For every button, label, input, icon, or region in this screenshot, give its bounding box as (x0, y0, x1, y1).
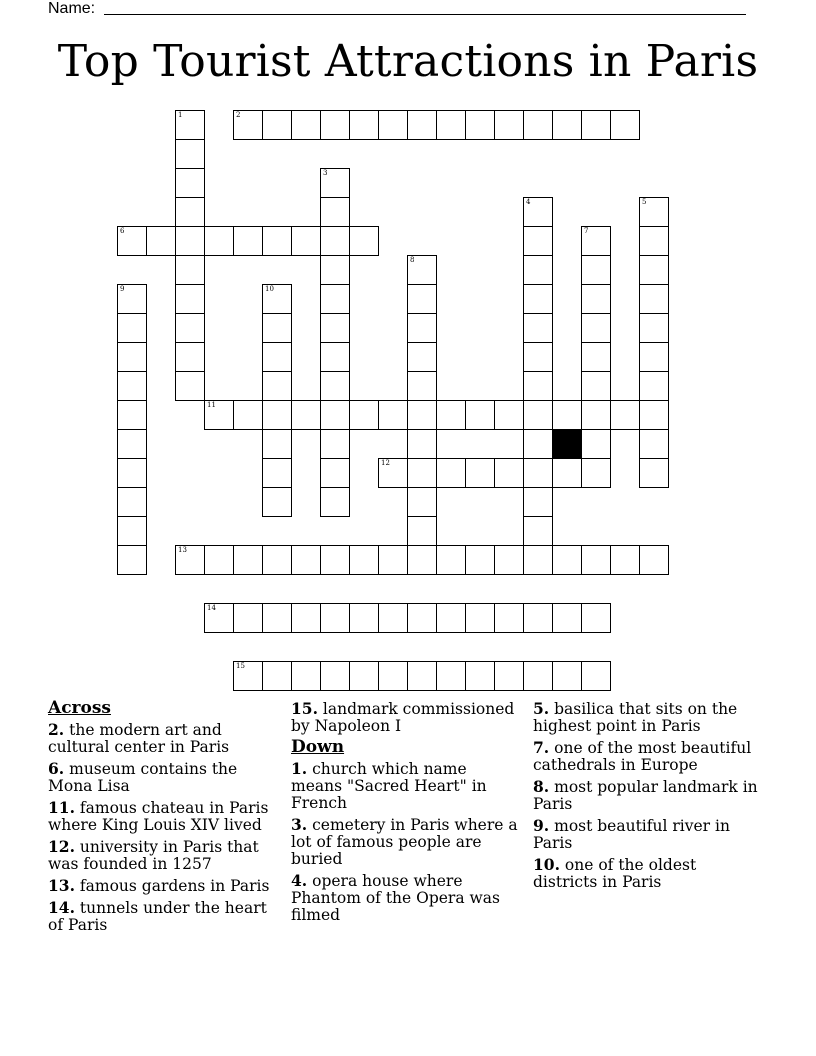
grid-cell[interactable] (320, 110, 350, 140)
grid-cell[interactable] (320, 284, 350, 314)
grid-cell[interactable] (436, 110, 466, 140)
clues-column-2 (291, 700, 521, 928)
grid-cell[interactable] (523, 226, 553, 256)
grid-cell[interactable] (639, 284, 669, 314)
grid-cell[interactable] (262, 342, 292, 372)
grid-cell[interactable] (639, 255, 669, 285)
grid-cell[interactable] (494, 545, 524, 575)
clue-number: 3 (323, 169, 328, 177)
grid-cell[interactable] (639, 429, 669, 459)
grid-cell[interactable] (523, 110, 553, 140)
grid-cell[interactable] (349, 661, 379, 691)
grid-cell[interactable] (552, 661, 582, 691)
grid-cell[interactable] (233, 545, 263, 575)
grid-cell[interactable] (407, 603, 437, 633)
grid-cell[interactable] (581, 226, 611, 256)
grid-cell[interactable] (581, 313, 611, 343)
grid-cell[interactable] (262, 110, 292, 140)
clue-number: 14 (207, 604, 216, 612)
clue-number: 11 (207, 401, 216, 409)
clue-down-1: 1. church which name means "Sacred Heart" in French (291, 759, 487, 812)
grid-cell[interactable] (639, 545, 669, 575)
grid-cell[interactable] (407, 661, 437, 691)
grid-cell[interactable] (465, 110, 495, 140)
grid-cell[interactable] (523, 516, 553, 546)
grid-cell[interactable] (262, 603, 292, 633)
grid-cell[interactable] (494, 603, 524, 633)
grid-cell[interactable] (233, 661, 263, 691)
grid-cell[interactable] (436, 400, 466, 430)
grid-cell[interactable] (407, 429, 437, 459)
grid-cell[interactable] (436, 661, 466, 691)
grid-cell[interactable] (407, 458, 437, 488)
clue-down-8: 8. most popular landmark in Paris (533, 777, 758, 813)
grid-cell[interactable] (204, 545, 234, 575)
grid-cell[interactable] (320, 545, 350, 575)
grid-cell[interactable] (262, 429, 292, 459)
grid-cell[interactable] (523, 400, 553, 430)
grid-cell[interactable] (233, 110, 263, 140)
grid-cell[interactable] (407, 516, 437, 546)
grid-cell[interactable] (581, 400, 611, 430)
grid-cell[interactable] (320, 342, 350, 372)
page-title: Top Tourist Attractions in Paris (57, 36, 759, 87)
clue-number: 13 (178, 546, 187, 554)
grid-cell[interactable] (175, 197, 205, 227)
grid-cell[interactable] (552, 545, 582, 575)
grid-cell[interactable] (407, 284, 437, 314)
clue-number: 4 (526, 198, 531, 206)
grid-cell[interactable] (175, 313, 205, 343)
grid-cell[interactable] (291, 226, 321, 256)
grid-cell[interactable] (523, 429, 553, 459)
grid-cell[interactable] (262, 487, 292, 517)
grid-cell[interactable] (523, 487, 553, 517)
grid-cell[interactable] (204, 400, 234, 430)
grid-cell[interactable] (407, 342, 437, 372)
clue-number: 12 (381, 459, 390, 467)
clue-number: 6 (120, 227, 125, 235)
grid-cell[interactable] (407, 110, 437, 140)
grid-cell[interactable] (639, 197, 669, 227)
grid-cell[interactable] (407, 255, 437, 285)
grid-cell[interactable] (117, 313, 147, 343)
grid-cell[interactable] (610, 110, 640, 140)
grid-cell[interactable] (291, 400, 321, 430)
grid-cell[interactable] (639, 226, 669, 256)
grid-cell[interactable] (291, 110, 321, 140)
grid-cell[interactable] (204, 603, 234, 633)
grid-cell[interactable] (581, 110, 611, 140)
grid-cell[interactable] (378, 110, 408, 140)
clue-across-15: 15. landmark commissioned by Napoleon I (291, 699, 515, 735)
grid-cell[interactable] (436, 545, 466, 575)
grid-cell[interactable] (552, 400, 582, 430)
grid-cell[interactable] (552, 458, 582, 488)
grid-cell[interactable] (175, 168, 205, 198)
grid-cell[interactable] (378, 545, 408, 575)
grid-cell[interactable] (320, 429, 350, 459)
grid-cell[interactable] (320, 661, 350, 691)
grid-cell[interactable] (465, 545, 495, 575)
grid-cell[interactable] (349, 110, 379, 140)
grid-cell[interactable] (349, 400, 379, 430)
grid-cell[interactable] (581, 545, 611, 575)
clue-number: 9 (120, 285, 125, 293)
grid-cell[interactable] (262, 226, 292, 256)
grid-cell[interactable] (465, 400, 495, 430)
clue-number: 15 (236, 662, 245, 670)
clue-across-12: 12. university in Paris that was founded in 1257 (48, 837, 259, 873)
grid-cell[interactable] (291, 603, 321, 633)
grid-cell[interactable] (465, 458, 495, 488)
down-heading: Down (291, 737, 345, 757)
clues-column-3 (533, 700, 763, 895)
grid-cell[interactable] (581, 661, 611, 691)
grid-cell[interactable] (320, 458, 350, 488)
name-label: Name: (48, 0, 96, 17)
grid-cell[interactable] (262, 400, 292, 430)
grid-cell[interactable] (262, 371, 292, 401)
grid-cell[interactable] (117, 458, 147, 488)
grid-cell[interactable] (320, 603, 350, 633)
clue-across-11: 11. famous chateau in Paris where King Louis XIV lived (48, 798, 269, 834)
grid-cell[interactable] (639, 400, 669, 430)
clue-number: 8 (410, 256, 415, 264)
grid-cell[interactable] (436, 458, 466, 488)
grid-cell[interactable] (639, 371, 669, 401)
grid-cell[interactable] (349, 603, 379, 633)
grid-cell[interactable] (581, 371, 611, 401)
grid-cell[interactable] (436, 603, 466, 633)
grid-cell[interactable] (175, 545, 205, 575)
clue-across-13: 13. famous gardens in Paris (48, 876, 270, 895)
grid-cell[interactable] (523, 197, 553, 227)
clue-down-7: 7. one of the most beautiful cathedrals in Europe (533, 738, 752, 774)
grid-cell[interactable] (320, 487, 350, 517)
grid-cell[interactable] (320, 313, 350, 343)
grid-cell[interactable] (175, 342, 205, 372)
grid-cell[interactable] (320, 197, 350, 227)
grid-cell[interactable] (581, 429, 611, 459)
grid-cell[interactable] (407, 313, 437, 343)
grid-cell[interactable] (639, 313, 669, 343)
grid-cell[interactable] (320, 168, 350, 198)
clues-column-1 (48, 700, 278, 938)
grid-cell[interactable] (320, 371, 350, 401)
clue-number: 2 (236, 111, 241, 119)
grid-cell[interactable] (465, 661, 495, 691)
grid-cell[interactable] (320, 400, 350, 430)
grid-cell[interactable] (523, 458, 553, 488)
clue-down-4: 4. opera house where Phantom of the Opera was filmed (291, 871, 500, 924)
clue-across-6: 6. museum contains the Mona Lisa (48, 759, 238, 795)
grid-cell[interactable] (349, 226, 379, 256)
grid-cell[interactable] (204, 226, 234, 256)
grid-cell[interactable] (233, 226, 263, 256)
grid-cell[interactable] (175, 226, 205, 256)
clue-down-5: 5. basilica that sits on the highest point in Paris (533, 699, 738, 735)
clue-down-9: 9. most beautiful river in Paris (533, 816, 730, 852)
grid-cell[interactable] (407, 487, 437, 517)
clue-number: 10 (265, 285, 274, 293)
grid-cell[interactable] (378, 661, 408, 691)
grid-cell[interactable] (117, 342, 147, 372)
grid-cell[interactable] (494, 400, 524, 430)
grid-cell[interactable] (117, 429, 147, 459)
grid-cell[interactable] (407, 545, 437, 575)
grid-cell[interactable] (378, 603, 408, 633)
grid-cell[interactable] (639, 458, 669, 488)
grid-cell[interactable] (175, 110, 205, 140)
grid-cell[interactable] (523, 255, 553, 285)
grid-cell[interactable] (581, 284, 611, 314)
grid-cell[interactable] (262, 458, 292, 488)
grid-cell[interactable] (175, 284, 205, 314)
grid-cell[interactable] (233, 603, 263, 633)
clue-number: 7 (584, 227, 589, 235)
black-cell (552, 429, 582, 459)
grid-cell[interactable] (175, 139, 205, 169)
grid-cell[interactable] (175, 255, 205, 285)
grid-cell[interactable] (581, 603, 611, 633)
grid-cell[interactable] (291, 661, 321, 691)
grid-cell[interactable] (233, 400, 263, 430)
grid-cell[interactable] (262, 545, 292, 575)
grid-cell[interactable] (117, 516, 147, 546)
grid-cell[interactable] (262, 284, 292, 314)
grid-cell[interactable] (494, 661, 524, 691)
grid-cell[interactable] (117, 487, 147, 517)
clue-across-14: 14. tunnels under the heart of Paris (48, 898, 267, 934)
grid-cell[interactable] (146, 226, 176, 256)
grid-cell[interactable] (407, 400, 437, 430)
grid-cell[interactable] (552, 603, 582, 633)
grid-cell[interactable] (581, 342, 611, 372)
grid-cell[interactable] (523, 342, 553, 372)
grid-cell[interactable] (610, 545, 640, 575)
grid-cell[interactable] (523, 313, 553, 343)
grid-cell[interactable] (117, 400, 147, 430)
grid-cell[interactable] (262, 661, 292, 691)
grid-cell[interactable] (581, 255, 611, 285)
grid-cell[interactable] (465, 603, 495, 633)
grid-cell[interactable] (639, 342, 669, 372)
grid-cell[interactable] (320, 255, 350, 285)
grid-cell[interactable] (117, 284, 147, 314)
grid-cell[interactable] (581, 458, 611, 488)
grid-cell[interactable] (523, 545, 553, 575)
grid-cell[interactable] (117, 371, 147, 401)
clue-down-10: 10. one of the oldest districts in Paris (533, 855, 697, 891)
grid-cell[interactable] (523, 661, 553, 691)
grid-cell[interactable] (378, 458, 408, 488)
grid-cell[interactable] (494, 458, 524, 488)
grid-cell[interactable] (523, 284, 553, 314)
grid-cell[interactable] (494, 110, 524, 140)
clue-across-2: 2. the modern art and cultural center in Paris (48, 720, 230, 756)
grid-cell[interactable] (407, 371, 437, 401)
grid-cell[interactable] (378, 400, 408, 430)
grid-cell[interactable] (175, 371, 205, 401)
grid-cell[interactable] (523, 371, 553, 401)
grid-cell[interactable] (320, 226, 350, 256)
clue-number: 1 (178, 111, 183, 119)
across-heading: Across (48, 698, 111, 718)
grid-cell[interactable] (291, 545, 321, 575)
grid-cell[interactable] (117, 226, 147, 256)
grid-cell[interactable] (610, 400, 640, 430)
clue-number: 5 (642, 198, 647, 206)
clue-down-3: 3. cemetery in Paris where a lot of famous people are buried (291, 815, 518, 868)
grid-cell[interactable] (523, 603, 553, 633)
grid-cell[interactable] (552, 110, 582, 140)
grid-cell[interactable] (262, 313, 292, 343)
grid-cell[interactable] (117, 545, 147, 575)
grid-cell[interactable] (349, 545, 379, 575)
